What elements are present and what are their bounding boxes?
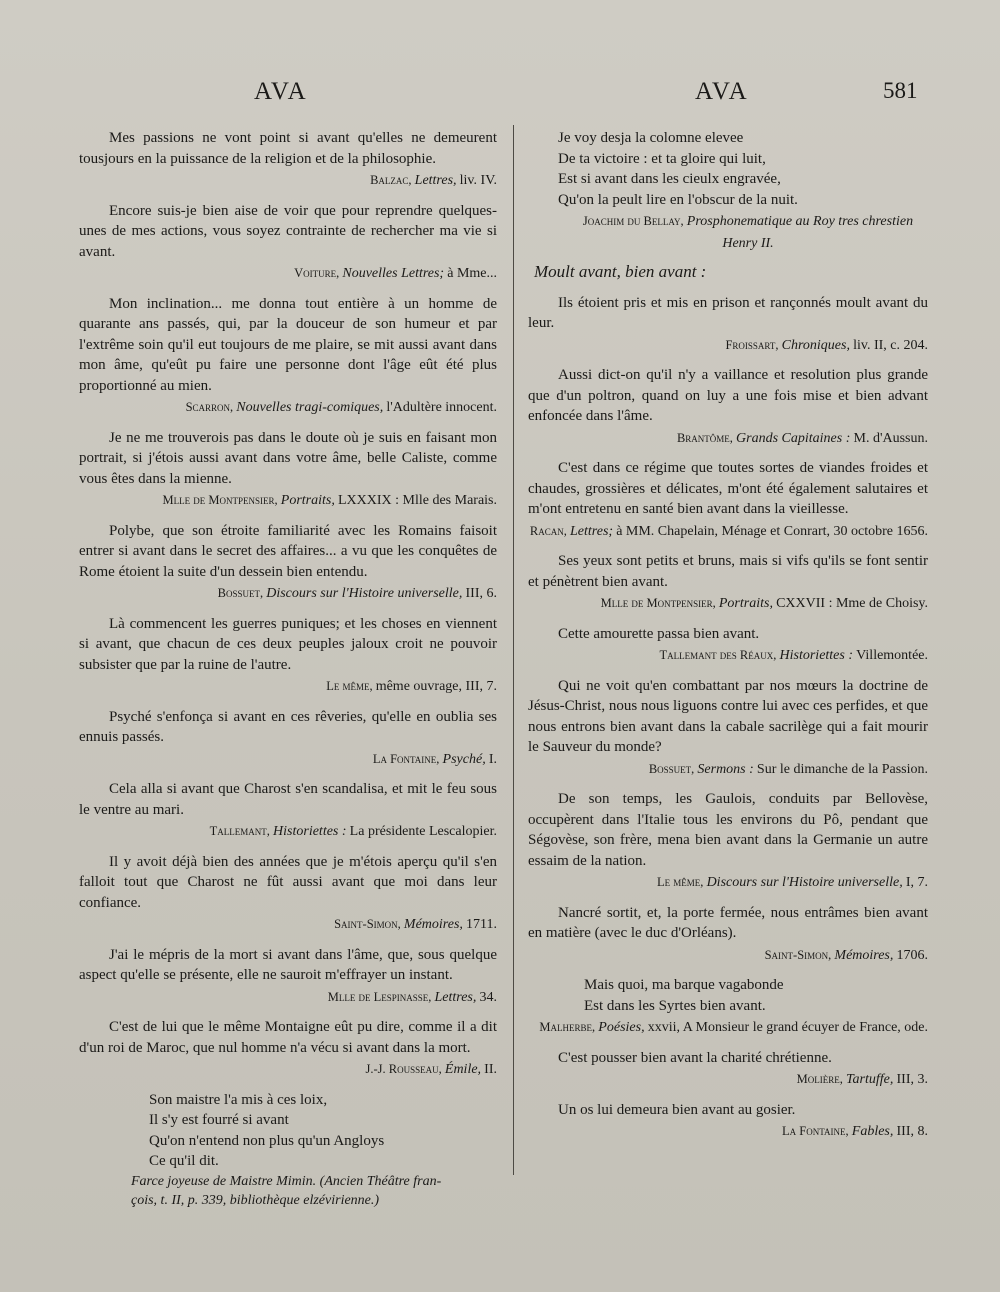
quotation-entry — [528, 903, 928, 967]
citation-author: Balzac, — [370, 173, 412, 187]
citation — [528, 759, 928, 781]
verse-line: Mais quoi, ma barque vagabonde — [584, 977, 784, 993]
verse-line: Est si avant dans les cieulx engravée, — [558, 171, 781, 187]
citation-ref: I, 7. — [905, 875, 928, 890]
quotation-entry — [528, 676, 928, 781]
citation-work: Mémoires, — [834, 947, 894, 963]
quotation-entry — [79, 294, 497, 419]
citation — [528, 945, 928, 967]
citation-work: Lettres, — [434, 989, 477, 1005]
quotation-entry — [79, 779, 497, 843]
citation-ref: CXXVII : Mme de Choisy. — [776, 596, 928, 611]
quotation-text: C'est pousser bien avant la charité chrétienne. — [558, 1049, 832, 1066]
citation-author: J.-J. Rousseau, — [365, 1062, 442, 1076]
verse-line: Ce qu'il dit. — [149, 1153, 219, 1169]
quotation-text: Ses yeux sont petits et bruns, mais si vifs qu'ils se font sentir et pénètrent bien avant. — [528, 553, 928, 590]
citation — [79, 1059, 497, 1081]
quotation-text: J'ai le mépris de la mort si avant dans l'âme, que, sous quelque aspect qu'elle se présente, elle ne sauroit m'effrayer un instant. — [79, 946, 497, 983]
quotation-text: De son temps, les Gaulois, conduits par Bellovèse, occupèrent dans l'Italie tous les environs du Pô, pendant que Ségovèse, son frère, mena bien avant dans la Germanie un autre essaim de la nation. — [528, 791, 928, 869]
quotation-entry — [528, 293, 928, 357]
quotation-text: Aussi dict-on qu'il n'y a vaillance et resolution plus grande que d'un poltron, quand on luy a une fois mise et bien advant enfoncée dans l'âme. — [528, 367, 928, 424]
citation — [79, 397, 497, 419]
right-verse — [528, 128, 928, 210]
quotation-text: Encore suis-je bien aise de voir que pour reprendre quelques-unes de mes actions, vous soyez contrainte de rechercher ma vie si avant. — [79, 202, 497, 260]
verse-line: Qu'on n'entend non plus qu'un Angloys — [149, 1132, 385, 1149]
verse-source — [79, 1172, 497, 1210]
quotation-entry — [79, 521, 497, 605]
citation-ref: liv. IV. — [459, 173, 497, 188]
citation-author: Joachim du Bellay, — [582, 214, 684, 228]
citation-ref: 1711. — [466, 917, 497, 932]
citation-work: Historiettes : — [273, 824, 347, 839]
quotation-entry — [528, 624, 928, 667]
citation-work: Portraits, — [718, 596, 773, 611]
citation — [79, 821, 497, 843]
citation-work: Discours sur l'Histoire universelle, — [706, 875, 903, 890]
quotation-entry — [79, 1017, 497, 1081]
citation-work: Lettres, — [414, 173, 457, 188]
citation-work: Fables, — [851, 1124, 894, 1139]
citation-author: Mlle de Montpensier, — [600, 596, 716, 610]
citation-author: Molière, — [796, 1072, 843, 1086]
quotation-text: Mes passions ne vont point si avant qu'elles ne demeurent tousjours en la puissance de la religion et de la philosophie. — [79, 130, 497, 167]
quotation-text: Psyché s'enfonça si avant en ces rêveries, qu'elle en oublia ses ennuis passés. — [79, 708, 497, 745]
citation-author: La Fontaine, — [372, 751, 440, 766]
citation-author: Mlle de Montpensier, — [162, 493, 278, 507]
citation-work: Sermons : — [697, 761, 754, 777]
quotation-entry — [79, 128, 497, 192]
citation-ref: xxvii, A Monsieur le grand écuyer de France, ode. — [647, 1020, 928, 1035]
citation-work: Lettres; — [570, 523, 614, 539]
citation-ref: III, 8. — [896, 1124, 928, 1139]
right-column — [528, 128, 928, 1152]
citation-ref: même ouvrage, III, 7. — [375, 679, 497, 694]
citation-ref: à Mme... — [447, 266, 497, 281]
citation-work: Grands Capitaines : — [736, 430, 851, 446]
citation-author: Saint-Simon, — [764, 947, 832, 962]
quotation-text: Je ne me trouverois pas dans le doute où je suis en faisant mon portrait, si j'étois aussi avant dans votre âme, belle Caliste, comme vous êtes dans la mienne. — [79, 429, 497, 487]
citation-ref: I. — [488, 751, 497, 767]
citation-work: Mémoires, — [403, 917, 463, 932]
left-verse — [79, 1090, 497, 1172]
citation-author: Tallemant, — [209, 824, 270, 838]
citation-ref: à MM. Chapelain, Ménage et Conrart, 30 octobre 1656. — [616, 523, 928, 539]
citation-ref: La présidente Lescalopier. — [349, 824, 497, 839]
citation — [528, 645, 928, 667]
right-verse-2 — [528, 975, 928, 1016]
citation-ref: liv. II, c. 204. — [853, 337, 928, 353]
verse-source-line: çois, t. II, p. 339, bibliothèque elzévirienne.) — [131, 1192, 380, 1208]
quotation-entry — [528, 551, 928, 615]
verse-line: Qu'on la peult lire en l'obscur de la nuit. — [558, 191, 798, 208]
left-column — [79, 128, 497, 1210]
citation-author: Froissart, — [725, 337, 779, 352]
citation-ref: 1706. — [896, 947, 928, 963]
citation-work: Psyché, — [442, 751, 486, 767]
citation — [528, 1017, 928, 1039]
running-head-right: AVA — [695, 78, 749, 105]
quotation-text: Polybe, que son étroite familiarité avec les Romains faisoit entrer si avant dans le secret des affaires... a vu que les conquêtes de Rome étoient la suite d'un dessein bien entendu. — [79, 522, 497, 580]
citation — [528, 1069, 928, 1091]
citation-work: Émile, — [444, 1062, 482, 1077]
right-tail-entries — [528, 1048, 928, 1143]
citation-ref: 34. — [479, 989, 497, 1005]
quotation-text: C'est de lui que le même Montaigne eût pu dire, comme il a dit d'un roi de Maroc, que nul homme n'a vécu si avant dans la mort. — [79, 1019, 497, 1056]
quotation-entry — [528, 1100, 928, 1143]
citation-work: Portraits, — [280, 493, 335, 508]
running-head-left: AVA — [254, 78, 308, 105]
quotation-text: Mon inclination... me donna tout entière à un homme de quarante ans passés, qui, par la douceur de son humeur et par l'extrême soin qu'il eut toujours de me plaire, se mit aussi avant dans mon âme, qu'eût pu faire une personne dont l'âge eût été plus proportionné au mien. — [79, 295, 497, 394]
quotation-entry — [79, 201, 497, 285]
citation-author: Mlle de Lespinasse, — [327, 989, 432, 1004]
citation-ref: Villemontée. — [856, 648, 928, 663]
citation-work: Chroniques, — [781, 337, 850, 353]
citation — [79, 490, 497, 512]
citation-ref: III, 6. — [465, 586, 497, 601]
quotation-entry — [79, 614, 497, 698]
citation — [528, 335, 928, 357]
quotation-entry — [528, 458, 928, 542]
quotation-text: Ils étoient pris et mis en prison et rançonnés moult avant du leur. — [528, 294, 928, 331]
citation-author: Malherbe, — [539, 1020, 596, 1034]
quotation-entry — [79, 707, 497, 771]
citation-author: Tallemant des Réaux, — [659, 648, 777, 662]
quotation-text: Nancré sortit, et, la porte fermée, nous entrâmes bien avant en matière (avec le duc d'Orléans). — [528, 904, 928, 941]
quotation-entry — [528, 1048, 928, 1091]
citation — [79, 263, 497, 285]
citation-author: La Fontaine, — [782, 1124, 849, 1138]
quotation-text: Il y avoit déjà bien des années que je m'étois aperçu qu'il s'en falloit tout que Charost ne fût aussi avant que moi dans leur confiance. — [79, 853, 497, 911]
citation — [528, 428, 928, 450]
left-entries — [79, 128, 497, 1081]
section-subheading: Moult avant, bien avant : — [534, 262, 707, 281]
citation-ref: Sur le dimanche de la Passion. — [756, 761, 928, 777]
citation-author: Brantôme, — [676, 430, 733, 445]
citation — [528, 593, 928, 615]
quotation-entry — [79, 852, 497, 936]
right-entries — [528, 293, 928, 967]
citation-work: Discours sur l'Histoire universelle, — [266, 586, 463, 601]
citation-ref: l'Adultère innocent. — [386, 400, 497, 415]
citation — [79, 749, 497, 771]
citation-work: Poésies, — [598, 1020, 645, 1035]
citation — [528, 521, 928, 543]
citation-author: Voiture, — [294, 266, 340, 280]
citation — [528, 211, 928, 254]
quotation-entry — [528, 365, 928, 449]
citation — [79, 676, 497, 698]
quotation-text: Cela alla si avant que Charost s'en scandalisa, et mit le feu sous le ventre au mari. — [79, 781, 497, 818]
verse-line: Son maistre l'a mis à ces loix, — [149, 1091, 328, 1108]
quotation-entry — [79, 945, 497, 1009]
quotation-text: Un os lui demeura bien avant au gosier. — [558, 1101, 796, 1118]
citation-work: Nouvelles Lettres; — [342, 266, 445, 281]
citation-ref: M. d'Aussun. — [853, 430, 928, 446]
verse-line: Il s'y est fourré si avant — [149, 1112, 289, 1128]
citation-ref: II. — [484, 1062, 497, 1077]
verse-line: Est dans les Syrtes bien avant. — [584, 997, 766, 1014]
citation — [528, 872, 928, 894]
quotation-text: Là commencent les guerres puniques; et les choses en viennent si avant, que chacun de ces deux peuples jaloux croit ne pouvoir subsister que par la ruine de l'autre. — [79, 615, 497, 673]
citation-author: Le même, — [657, 875, 704, 889]
verse-source-line: Farce joyeuse de Maistre Mimin. (Ancien Théâtre fran- — [131, 1173, 442, 1189]
citation-author: Saint-Simon, — [334, 917, 401, 931]
citation-work: Nouvelles tragi-comiques, — [236, 400, 384, 415]
citation-author: Bossuet, — [217, 586, 264, 600]
citation-work: Historiettes : — [779, 648, 854, 663]
quotation-text: Qui ne voit qu'en combattant par nos mœurs la doctrine de Jésus-Christ, nous nous liguons contre lui avec ces perfides, et que nous entrons bien avant dans la cabale sacrilège qui a fait mourir le Sauveur du monde? — [528, 677, 928, 755]
citation-ref: LXXXIX : Mlle des Marais. — [337, 493, 497, 508]
quotation-text: C'est dans ce régime que toutes sortes de viandes froides et chaudes, grossières et délicates, m'ont été également salutaires et m'ont entretenu en santé bien avant dans la vieillesse. — [528, 460, 928, 517]
quotation-text: Cette amourette passa bien avant. — [558, 625, 760, 642]
verse-line: Je voy desja la colomne elevee — [558, 130, 744, 146]
citation — [79, 170, 497, 192]
page-number: 581 — [883, 78, 918, 103]
citation — [528, 1121, 928, 1143]
citation — [79, 914, 497, 936]
citation-author: Le même, — [326, 679, 373, 693]
citation-ref: III, 3. — [896, 1072, 928, 1087]
quotation-entry — [528, 789, 928, 894]
citation — [79, 583, 497, 605]
citation-author: Racan, — [529, 523, 567, 538]
citation-author: Bossuet, — [648, 761, 695, 776]
citation-work: Tartuffe, — [846, 1072, 894, 1087]
citation — [79, 987, 497, 1009]
quotation-entry — [79, 428, 497, 512]
citation-work: Prosphonematique au Roy tres chrestien Henry II. — [686, 214, 914, 251]
verse-line: De ta victoire : et ta gloire qui luit, — [558, 150, 766, 167]
column-divider — [513, 125, 514, 1175]
citation-author: Scarron, — [185, 400, 234, 414]
